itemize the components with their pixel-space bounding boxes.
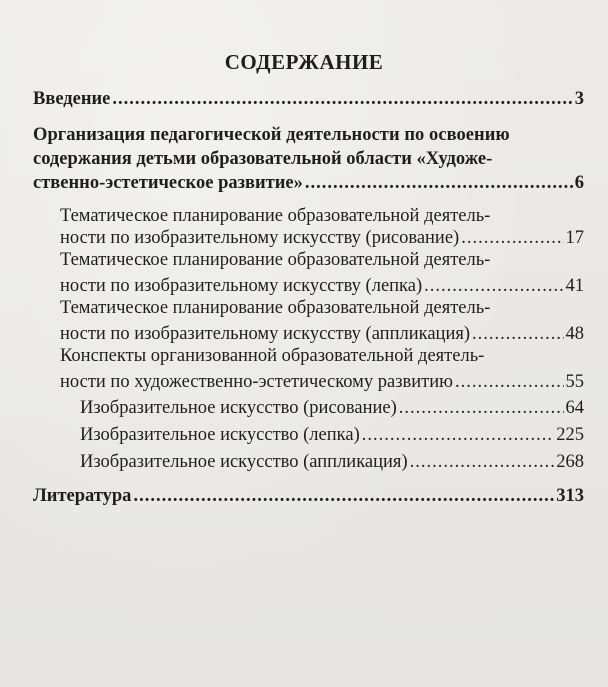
toc-entry-title: ственно-эстетическое развитие» — [33, 173, 303, 193]
toc-entry-introduction[interactable] — [33, 88, 584, 110]
toc-entry-title-line: содержания детьми образовательной области «Художе- — [33, 149, 493, 169]
toc-entry-drawing[interactable] — [80, 397, 584, 419]
dot-leader — [410, 451, 555, 473]
toc-page-number: 6 — [574, 173, 584, 193]
toc-entry-title-line: Конспекты организованной образовательной деятель- — [60, 346, 485, 366]
toc-entry-modeling[interactable] — [80, 424, 584, 446]
toc-page-number: 41 — [565, 276, 584, 296]
toc-entry-literature[interactable] — [33, 485, 584, 507]
toc-entry-applique[interactable] — [80, 451, 584, 473]
toc-entry-title: ности по изобразительному искусству (лепка) — [60, 276, 423, 296]
toc-entry-title: ности по художественно-эстетическому развитию — [60, 372, 453, 392]
toc-entry-organization[interactable] — [33, 124, 584, 194]
toc-page-number: 225 — [556, 425, 584, 445]
dot-leader — [112, 88, 572, 110]
toc-entry-title: Введение — [33, 89, 111, 109]
dot-leader — [305, 172, 573, 194]
toc-page-number: 17 — [565, 228, 584, 248]
dot-leader — [362, 424, 555, 446]
toc-entry-modeling-planning[interactable] — [60, 249, 584, 297]
toc-entry-title-line: Тематическое планирование образовательной деятель- — [60, 250, 491, 270]
toc-entry-title: Изобразительное искусство (рисование) — [80, 398, 397, 418]
dot-leader — [399, 397, 564, 419]
toc-entry-title-line: Тематическое планирование образовательной деятель- — [60, 298, 491, 318]
toc-page-number: 313 — [556, 486, 584, 506]
toc-page-number: 3 — [574, 89, 584, 109]
toc-page-number: 55 — [565, 372, 584, 392]
toc-entry-drawing-planning[interactable] — [60, 205, 584, 249]
toc-page-number: 268 — [556, 452, 584, 472]
toc-entry-title-line: Организация педагогической деятельности по освоению — [33, 125, 510, 145]
dot-leader — [424, 275, 563, 297]
toc-entry-applique-planning[interactable] — [60, 297, 584, 345]
toc-entry-title: ности по изобразительному искусству (рисование) — [60, 228, 460, 248]
dot-leader — [461, 227, 563, 249]
toc-entry-title: Литература — [33, 486, 132, 506]
dot-leader — [472, 323, 563, 345]
toc-entry-title: ности по изобразительному искусству (аппликация) — [60, 324, 471, 344]
toc-entry-lesson-notes[interactable] — [60, 345, 584, 393]
toc-page-number: 64 — [565, 398, 584, 418]
toc-entry-title: Изобразительное искусство (аппликация) — [80, 452, 408, 472]
dot-leader — [455, 371, 564, 393]
toc-entry-title: Изобразительное искусство (лепка) — [80, 425, 360, 445]
toc-page-number: 48 — [565, 324, 584, 344]
toc-entry-title-line: Тематическое планирование образовательной деятель- — [60, 206, 491, 226]
page-title: СОДЕРЖАНИЕ — [224, 50, 384, 74]
dot-leader — [133, 485, 554, 507]
